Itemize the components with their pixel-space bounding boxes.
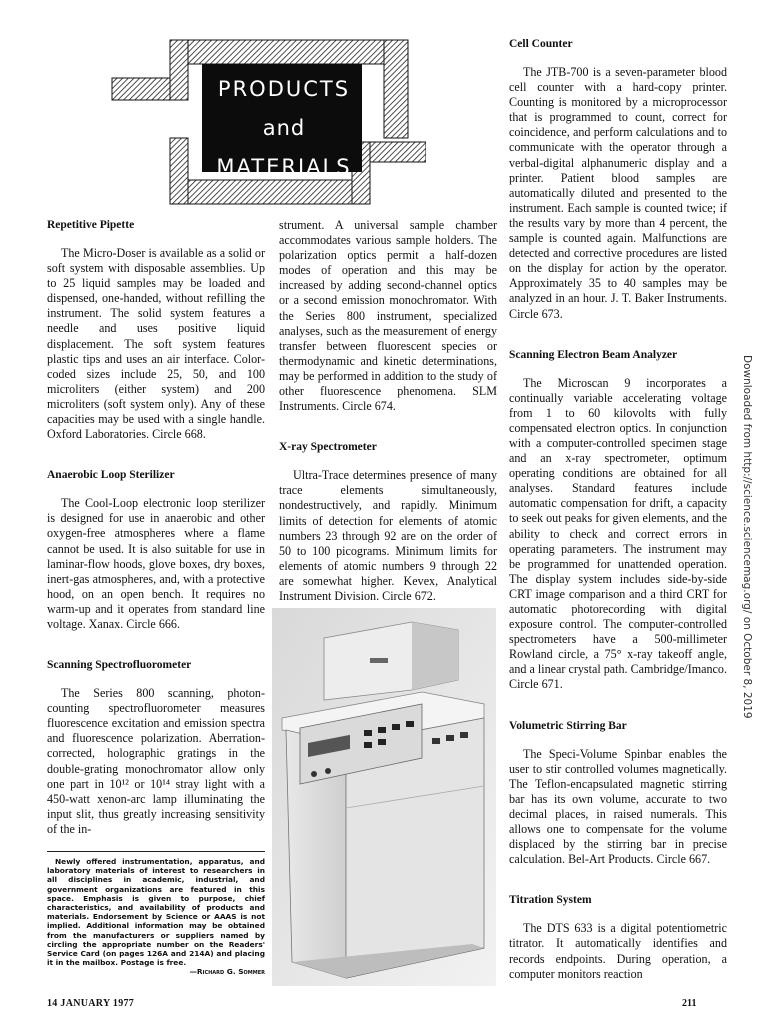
editor-note-text: Newly offered instrumentation, apparatus, and laboratory materials of interest to researchers in all disciplines in academic, industrial, and government organizations are featured in this space. Emphasis is given to purpose, chief characteristics, and availability of products and materials. Endorsement by Science or AAAS is not implied. Additional information may be obtained from the manufacturers or suppliers named by circling the appropriate number on the Readers' Service Card (on pages 126A and 214A) and placing it in the mailbox. Postage is free. — [47, 857, 265, 968]
body-titration-system: The DTS 633 is a digital potentiometric titrator. It automatically identifies and records endpoints. During operation, a computer monitors reaction — [509, 921, 727, 981]
editor-note — [47, 851, 265, 977]
masthead-line-and: and — [262, 116, 306, 140]
body-anaerobic-loop-sterilizer: The Cool-Loop electronic loop sterilizer is designed for use in anaerobic and other oxygen-free atmospheres where a flame cannot be used. It is also suitable for use in laminar-flow hoods, glove boxes, dry boxes, inert-gas atmospheres, and, with a protective hood, on an open bench. It requires no warm-up and it operates from standard line voltage. Xanax. Circle 666. — [47, 496, 265, 631]
heading-titration-system: Titration System — [509, 894, 592, 907]
masthead-line-products: PRODUCTS — [217, 77, 351, 101]
heading-scanning-spectrofluorometer: Scanning Spectrofluorometer — [47, 659, 192, 672]
body-x-ray-spectrometer: Ultra-Trace determines presence of many trace elements simultaneously, nondestructively, and rapidly. Minimum limits of detection for elements of atomic numbers 23 through 92 are on the order of 50 to 100 picograms. Minimum limits for elements of atomic numbers 9 through 22 are somewhat higher. Kevex, Analytical Instrument Division. Circle 672. — [279, 468, 497, 603]
body-scanning-electron-beam-analyzer: The Microscan 9 incorporates a continually variable accelerating voltage from 1 to 60 kilovolts with fully compensated electron optics. In conjunction with a computer-controlled specimen stage and an x-ray spectrometer, optimum operating conditions are obtained for all analyses. Standard features include automatic compensation for drift, a capacity to seek out peaks for given elements, and the ability to check and correct errors in operating parameters. The instrument may be programmed for unattended operation. The display system includes side-by-side CRT image comparison and a third CRT for automatic photorecording with digital exposure control. The computer-controlled spectrometers have a 500-millimeter Rowland circle, a 75° x-ray takeoff angle, and a linear crystal path. Cambridge/Imanco. Circle 671. — [509, 375, 727, 692]
heading-x-ray-spectrometer: X-ray Spectrometer — [279, 441, 377, 454]
body-cell-counter: The JTB-700 is a seven-parameter blood cell counter with a hard-copy printer. Counting is monitored by a microprocessor that is programmed to count, correct for coincidence, and perform calculations and to communicate with the operator through a verbal-digital alphanumeric display and a printer. Patient blood samples are automatically diluted and presented to the instrument. Each sample is counted twice; if the results vary by more than 4 percent, the sample is counted again. Malfunctions are detected and corrective procedures are listed on the display for action by the operator. Approximately 35 to 40 samples may be analyzed in an hour. J. T. Baker Instruments. Circle 673. — [509, 65, 727, 321]
section-masthead — [108, 30, 426, 212]
heading-scanning-electron-beam-analyzer: Scanning Electron Beam Analyzer — [509, 348, 678, 361]
masthead-title — [204, 68, 364, 181]
instrument-photo — [272, 608, 496, 986]
column-left — [47, 218, 265, 837]
editor-signature: —Richard G. Sommer — [189, 967, 265, 977]
instrument-illustration — [272, 608, 496, 986]
masthead-line-materials: MATERIALS — [216, 155, 352, 179]
body-spectrofluorometer-part2: strument. A universal sample chamber accommodates various sample holders. The polarization optics permit a half-dozen modes of operation and this may be increased by adding second-channel optics or a second emission monochromator. With the Series 800 instrument, specialized analyses, such as the measurement of energy transfer between fluorescent species or thermodynamic and kinetic determinations, may be performed in addition to the study of other fluorescence phenomena. SLM Instruments. Circle 674. — [279, 218, 497, 414]
body-spectrofluorometer-part1: The Series 800 scanning, photon-counting spectrofluorometer measures fluorescence excitation and emission spectra and fluorescence polarization. Aberration-corrected, holographic gratings in the double-grating monochromator allow only one part in 10¹² or 10¹⁴ stray light with a 450-watt xenon-arc lamp illuminating the input slit, thus greatly increasing sensitivity of the in- — [47, 686, 265, 836]
heading-cell-counter: Cell Counter — [509, 38, 573, 50]
page-number: 211 — [682, 998, 697, 1009]
column-right — [509, 37, 727, 982]
body-volumetric-stirring-bar: The Speci-Volume Spinbar enables the user to stir controlled volumes magnetically. The Teflon-encapsulated magnetic stirring bar has its own volume, accurate to two decimal places, in raised numerals. This allows one to compensate for the volume displaced by the stirring bar in precise calculation. Bel-Art Products. Circle 667. — [509, 746, 727, 867]
download-watermark: Downloaded from http://science.sciencemag.org/ on October 8, 2019 — [741, 355, 753, 719]
issue-date: 14 JANUARY 1977 — [47, 998, 135, 1009]
body-repetitive-pipette: The Micro-Doser is available as a solid or soft system with disposable assemblies. Up to 25 liquid samples may be loaded and dispensed, one-handed, without refilling the instrument. The solid system features a needle and uses positive liquid displacement. The soft system features plastic tips and uses an air interface. Color-coded sizes include 25, 50, and 100 microliters (either system) and 200 microliters (soft system only). Any of these capacities may be used with a single handle. Oxford Laboratories. Circle 668. — [47, 246, 265, 442]
heading-repetitive-pipette: Repetitive Pipette — [47, 219, 135, 231]
column-middle — [279, 218, 497, 604]
heading-anaerobic-loop-sterilizer: Anaerobic Loop Sterilizer — [47, 469, 175, 482]
heading-volumetric-stirring-bar: Volumetric Stirring Bar — [509, 719, 627, 732]
